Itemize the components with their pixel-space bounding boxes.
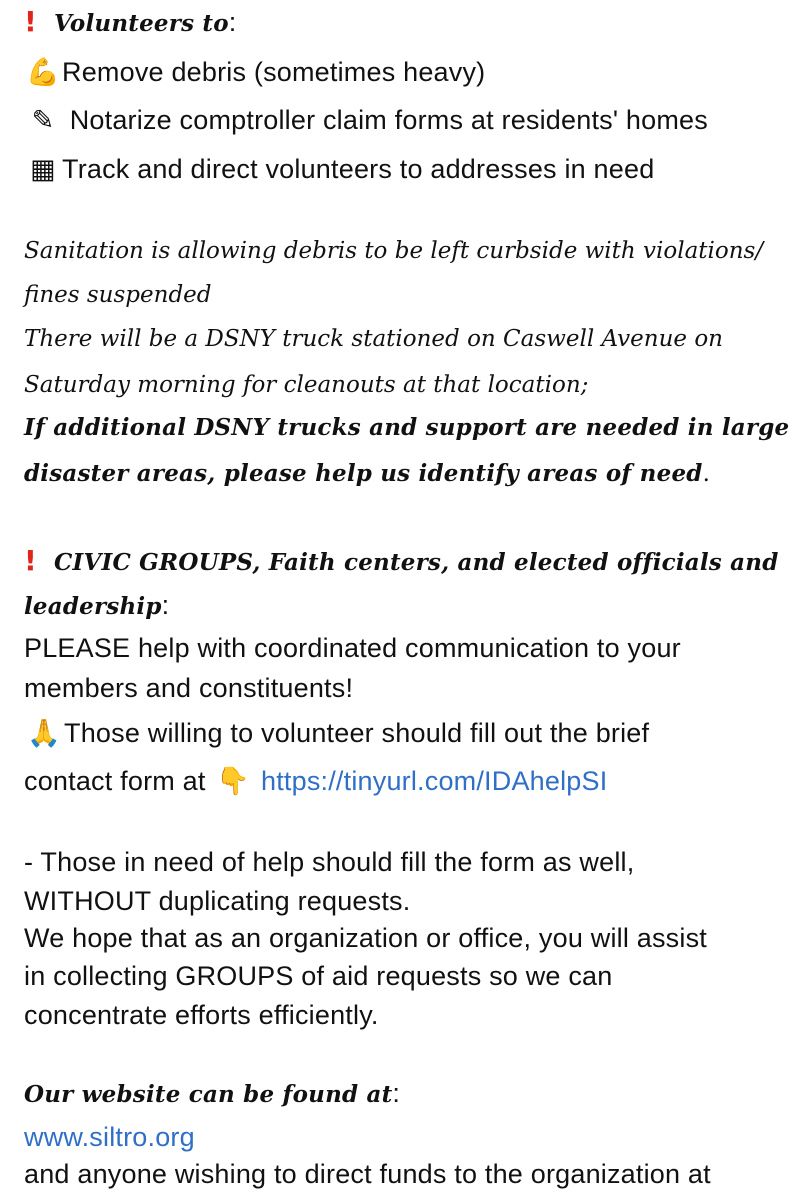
civic-line-4: members and constituents! xyxy=(24,673,354,703)
civic-line-3: PLEASE help with coordinated communication to your xyxy=(24,633,681,663)
sanitation-line-1: Sanitation is allowing debris to be left curbside with violations/ xyxy=(24,238,764,264)
civic-line-5 xyxy=(24,716,649,751)
website-link[interactable]: www.siltro.org xyxy=(24,1122,195,1152)
sanitation-line-2: fines suspended xyxy=(24,282,212,308)
volunteer-item-text: Remove debris (sometimes heavy) xyxy=(62,57,486,87)
sanitation-line-6-text: disaster areas, please help us identify areas of need xyxy=(24,460,703,487)
exclamation-icon: ! xyxy=(24,544,37,577)
volunteers-heading-colon: : xyxy=(228,7,237,37)
website-url-line xyxy=(24,1120,195,1154)
civic-line-6 xyxy=(24,764,607,799)
civic-line-6-text: contact form at xyxy=(24,766,206,796)
volunteers-heading-text: Volunteers to xyxy=(54,10,229,37)
sanitation-line-6 xyxy=(24,455,710,491)
civic-heading-colon: : xyxy=(161,590,170,620)
website-label: Our website can be found at xyxy=(24,1081,393,1108)
sanitation-line-6-end: . xyxy=(702,461,710,487)
volunteer-item-text: Track and direct volunteers to addresses in need xyxy=(62,154,655,184)
civic-heading-line-2 xyxy=(24,588,169,624)
website-label-line xyxy=(24,1076,400,1112)
help-line-5: concentrate efforts efficiently. xyxy=(24,1000,379,1030)
sanitation-line-3: There will be a DSNY truck stationed on Caswell Avenue on xyxy=(24,326,723,352)
pointing-down-icon: 👇 xyxy=(216,766,251,797)
volunteer-item-text: Notarize comptroller claim forms at residents' homes xyxy=(62,105,708,135)
help-line-4: in collecting GROUPS of aid requests so we can xyxy=(24,961,613,991)
folded-hands-icon: 🙏 xyxy=(27,718,61,749)
help-line-3: We hope that as an organization or office, you will assist xyxy=(24,923,707,953)
sanitation-line-5: If additional DSNY trucks and support are needed in large xyxy=(24,414,790,441)
form-link[interactable]: https://tinyurl.com/IDAhelpSI xyxy=(260,766,608,796)
volunteer-item-notarize xyxy=(24,103,708,138)
volunteers-heading xyxy=(24,5,237,41)
sanitation-line-4-end: ; xyxy=(580,372,589,398)
clipboard-icon: ▦ xyxy=(30,154,56,185)
exclamation-icon: ! xyxy=(24,5,37,38)
volunteer-item-debris xyxy=(24,55,485,90)
website-funds-line: and anyone wishing to direct funds to the organization at xyxy=(24,1159,711,1189)
sanitation-line-4-text: Saturday morning for cleanouts at that location xyxy=(24,372,581,398)
civic-heading-line-1 xyxy=(24,544,778,580)
civic-heading-leadership: leadership xyxy=(24,593,162,620)
help-line-2: WITHOUT duplicating requests. xyxy=(24,886,411,916)
sanitation-line-4 xyxy=(24,366,588,402)
website-label-colon: : xyxy=(392,1078,401,1108)
flexed-biceps-icon: 💪 xyxy=(26,57,60,88)
volunteer-item-track xyxy=(24,152,654,187)
civic-line-5-text: Those willing to volunteer should fill out the brief xyxy=(64,718,650,748)
civic-heading-text: CIVIC GROUPS, Faith centers, and elected officials and xyxy=(54,549,779,576)
memo-pencil-icon: ✎ xyxy=(31,105,55,136)
help-line-1: - Those in need of help should fill the form as well, xyxy=(24,847,635,877)
